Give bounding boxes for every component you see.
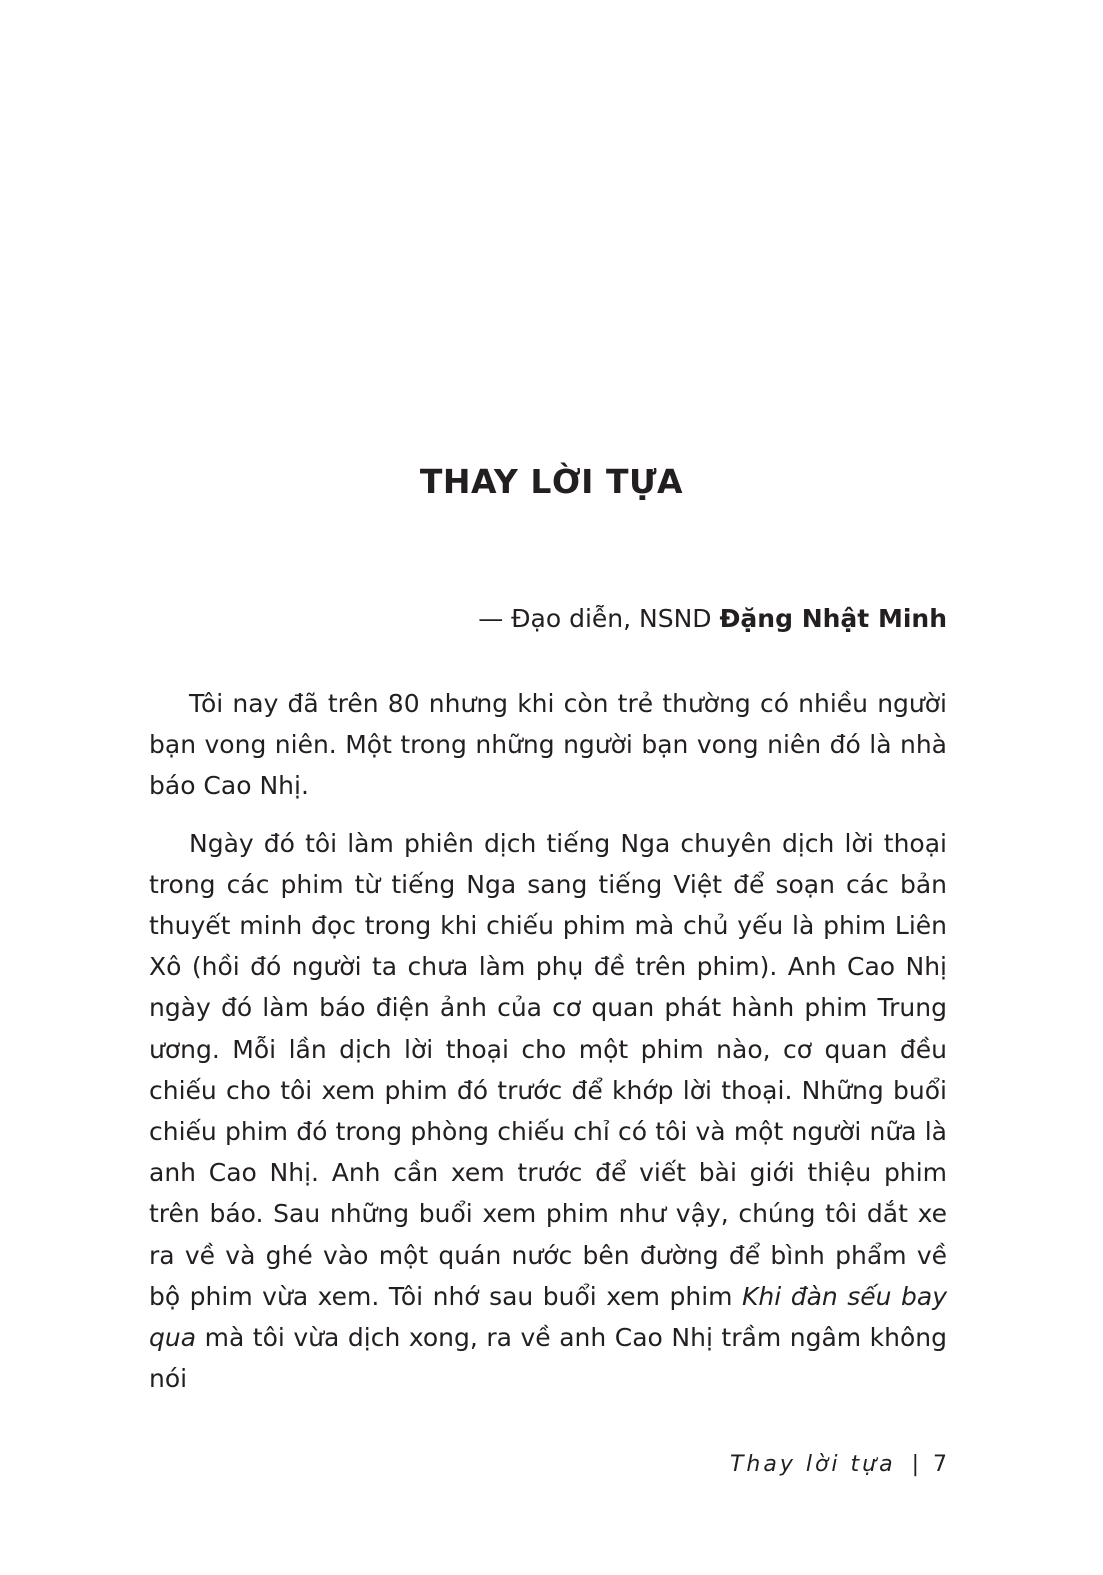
body-text bbox=[149, 683, 947, 1415]
film-title: Khi đàn sếu bay qua bbox=[149, 1281, 947, 1353]
byline-prefix: — Đạo diễn, NSND bbox=[478, 604, 720, 633]
byline bbox=[478, 604, 947, 633]
paragraph: Tôi nay đã trên 80 nhưng khi còn trẻ thường có nhiều người bạn vong niên. Một trong những người bạn vong niên đó là nhà báo Cao Nhị. bbox=[149, 689, 947, 801]
chapter-title: THAY LỜI TỰA bbox=[419, 462, 684, 502]
byline-author: Đặng Nhật Minh bbox=[719, 604, 947, 633]
paragraph-text: mà tôi vừa dịch xong, ra về anh Cao Nhị trầm ngâm không nói bbox=[149, 1323, 947, 1394]
page-footer bbox=[730, 1452, 947, 1477]
paragraph-text: Ngày đó tôi làm phiên dịch tiếng Nga chuyên dịch lời thoại trong các phim từ tiếng Nga sang tiếng Việt để soạn các bản thuyết minh đọc trong khi chiếu phim mà chủ yếu là phim Liên Xô (hồi đó người ta chưa làm phụ đề trên phim). Anh Cao Nhị ngày đó làm báo điện ảnh của cơ quan phát hành phim Trung ương. Mỗi lần dịch lời thoại cho một phim nào, cơ quan đều chiếu cho tôi xem phim đó trước để khớp lời thoại. Những buổi chiếu phim đó trong phòng chiếu chỉ có tôi và một người nữa là anh Cao Nhị. Anh cần xem trước để viết bài giới thiệu phim trên báo. Sau những buổi xem phim như vậy, chúng tôi dắt xe ra về và ghé vào một quán nước bên đường để bình phẩm về bộ phim vừa xem. Tôi nhớ sau buổi xem phim bbox=[149, 828, 947, 1311]
running-title: Thay lời tựa bbox=[729, 1452, 896, 1477]
footer-separator: | bbox=[911, 1452, 919, 1477]
page-number: 7 bbox=[933, 1452, 947, 1477]
paragraph bbox=[149, 823, 947, 1400]
